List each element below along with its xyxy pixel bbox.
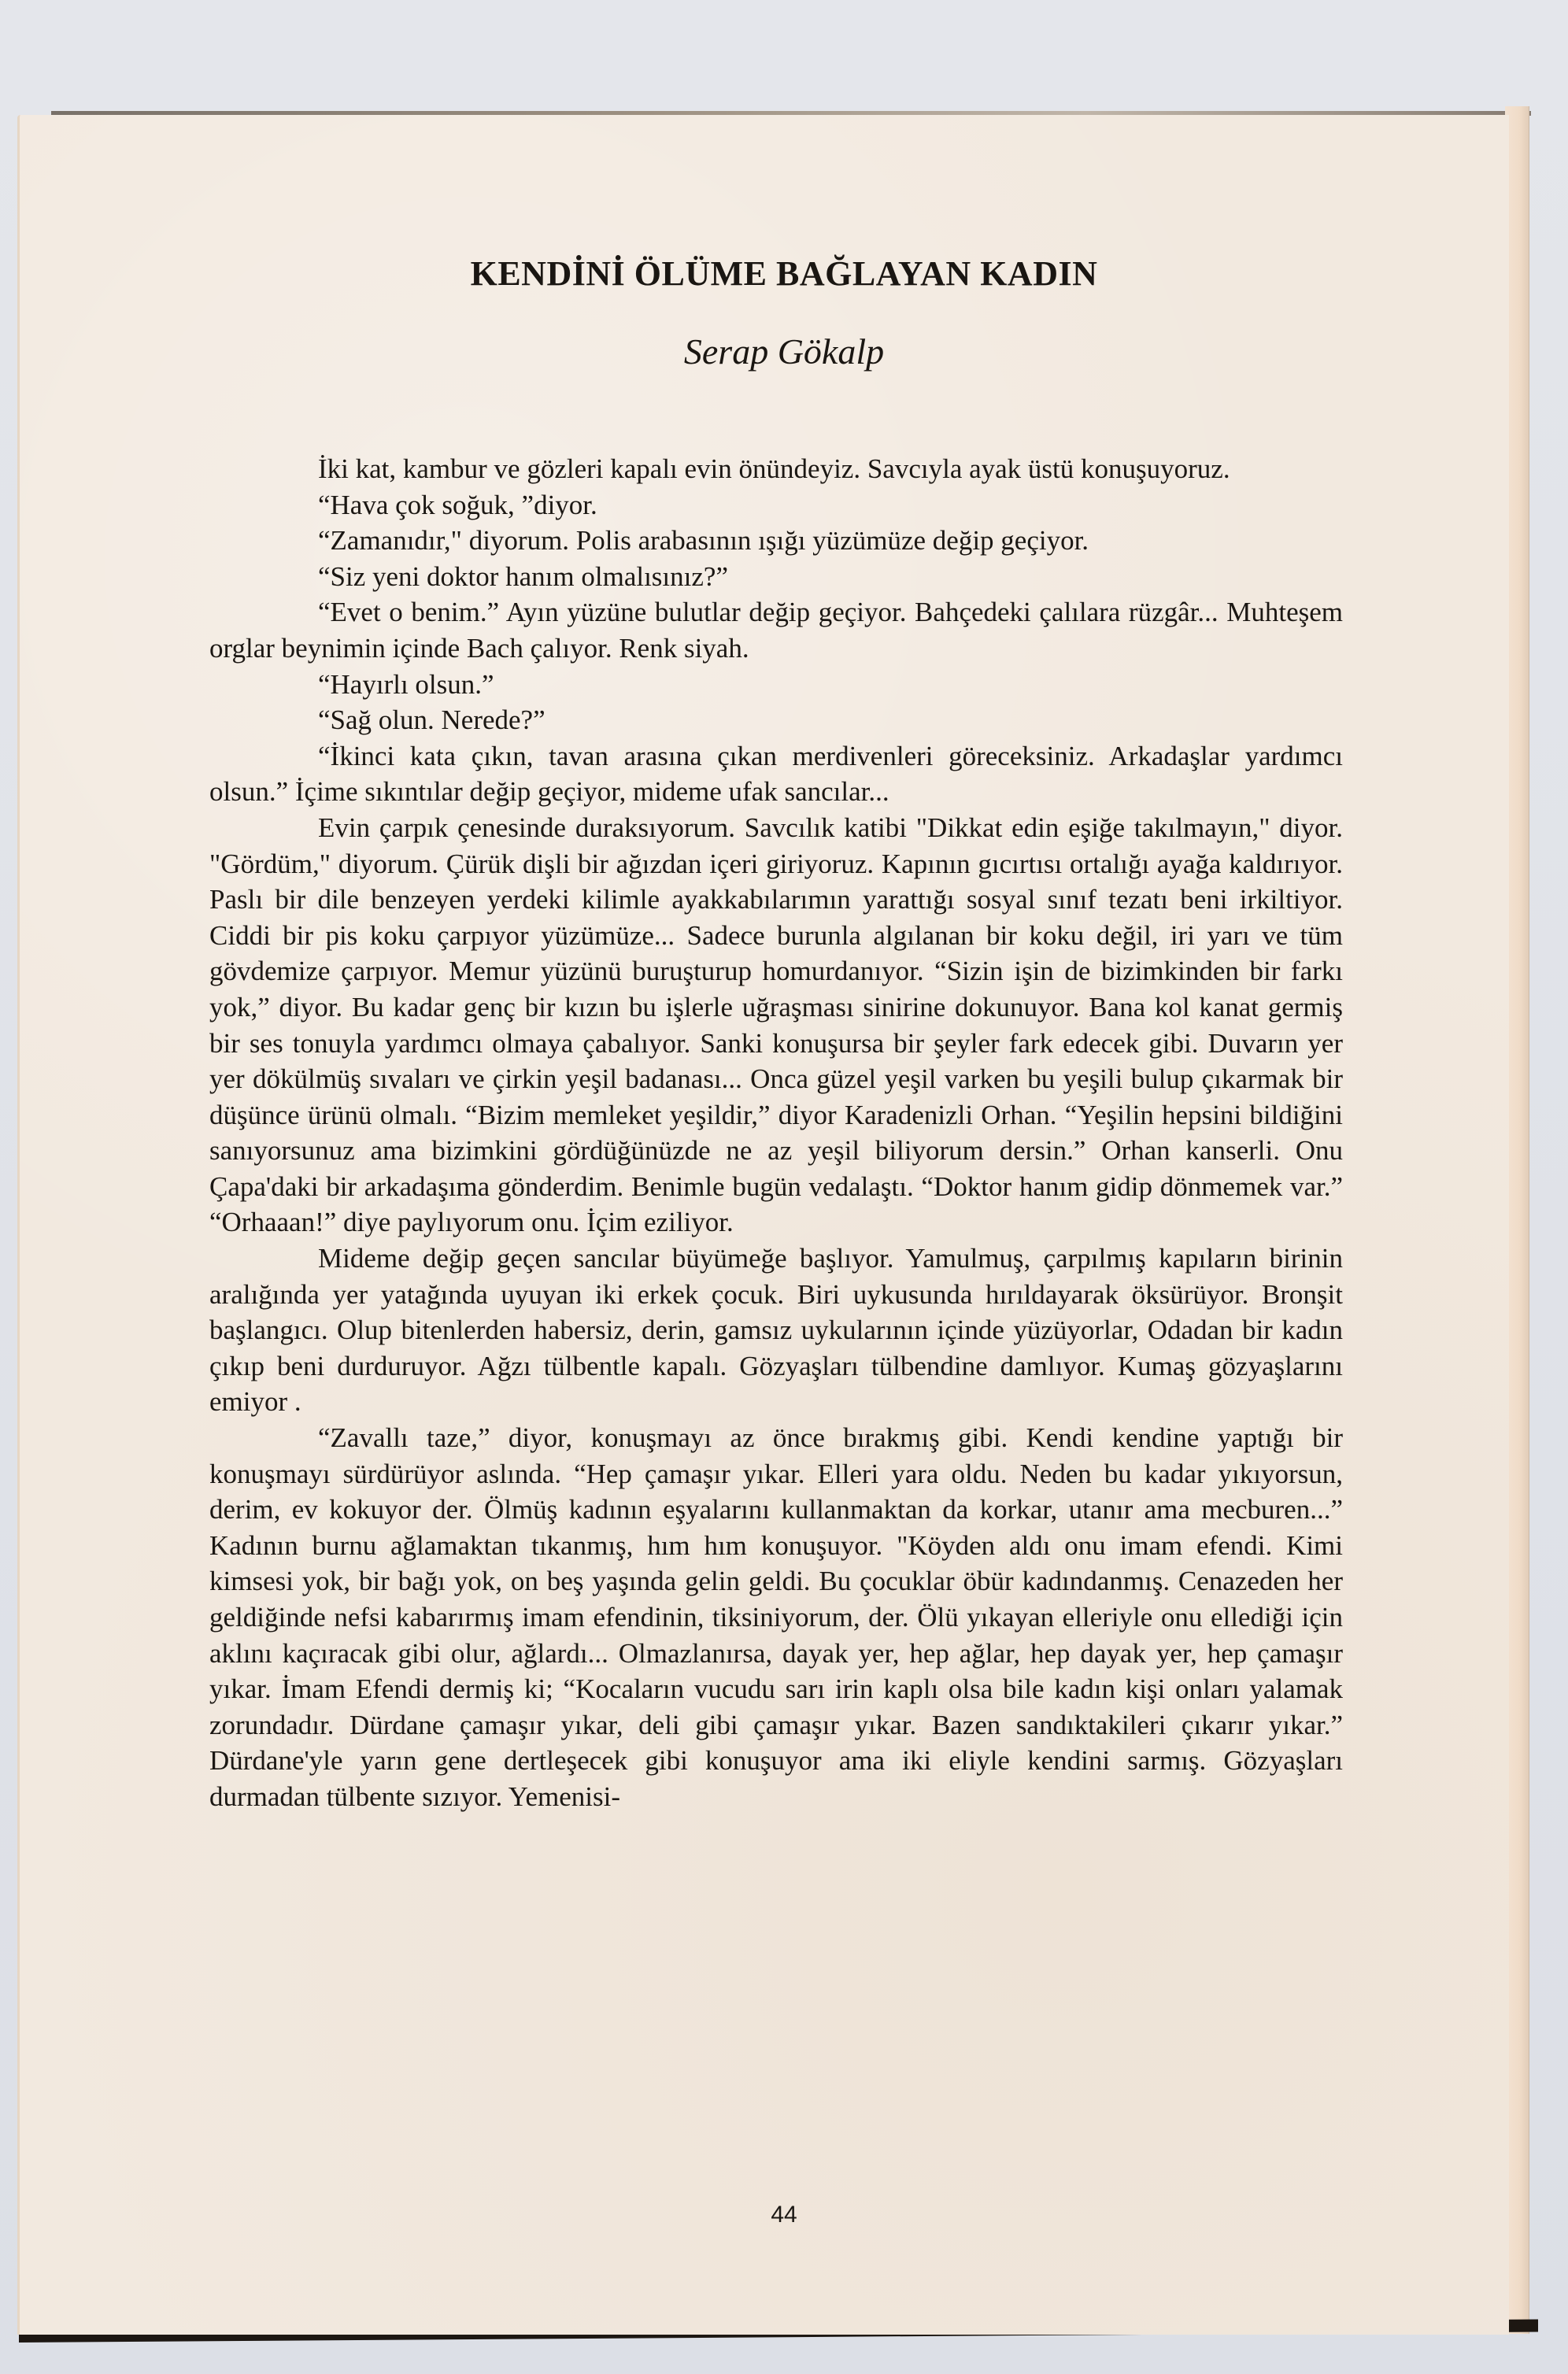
paragraph: “Hayırlı olsun.” — [318, 668, 494, 700]
paragraph: “Siz yeni doktor hanım olmalısınız?” — [318, 560, 728, 592]
paragraph: “Zavallı taze,” diyor, konuşmayı az önce bırakmış gibi. Kendi kendine yaptığı bir konuşmayı sürdürüyor aslında. “Hep çamaşır yıkar. Elleri yara oldu. Neden bu kadar yıkıyorsun, derim, ev kokuyor der. Ölmüş kadının eşyalarını kullanmaktan da korkar, utanır ama mecburen...” Kadının burnu ağlamaktan tıkanmış, hım hım konuşuyor. "Köyden aldı onu imam efendi. Kimi kimsesi yok, bir bağı yok, on beş yaşında gelin geldi. Bu çocuklar öbür kadındanmış. Cenazeden her geldiğinde nefsi kabarırmış imam efendinin, tiksiniyorum, der. Ölü yıkayan elleriyle onu ellediği için aklını kaçıracak gibi olur, ağlardı... Olmazlanırsa, dayak yer, hep ağlar, hep dayak yer, hep çamaşır yıkar. İmam Efendi dermiş ki; “Kocaların vucudu sarı irin kaplı olsa bile kadın kişi onları yalamak zorundadır. Dürdane çamaşır yıkar, deli gibi çamaşır yıkar. Bazen sandıktakileri çıkarır yıkar.” Dürdane'yle yarın gene dertleşecek gibi konuşuyor ama iki eliyle kendini sarmış. Gözyaşları durmadan tülbente sızıyor. Yemenisi- — [209, 1422, 1343, 1812]
story-author: Serap Gökalp — [683, 331, 885, 372]
paragraph: İki kat, kambur ve gözleri kapalı evin önündeyiz. Savcıyla ayak üstü konuşuyoruz. — [318, 453, 1230, 484]
paragraph: “Hava çok soğuk, ”diyor. — [318, 489, 597, 520]
paragraph: “Sağ olun. Nerede?” — [318, 704, 545, 736]
paragraph: “Evet o benim.” Ayın yüzüne bulutlar değip geçiyor. Bahçedeki çalılara rüzgâr... Muhteşem orglar beynimin içinde Bach çalıyor. Renk siyah. — [209, 597, 1343, 664]
story-title: KENDİNİ ÖLÜME BAĞLAYAN KADIN — [470, 254, 1098, 293]
paragraph: Evin çarpık çenesinde duraksıyorum. Savcılık katibi "Dikkat edin eşiğe takılmayın," diyor. "Gördüm," diyorum. Çürük dişli bir ağızdan içeri giriyoruz. Kapının gıcırtısı ortalığı ayağa kaldırıyor. Paslı bir dile benzeyen yerdeki kilimle ayakkabılarımın yarattığı sosyal sınıf tezatı beni irkiltiyor. Ciddi bir pis koku çarpıyor yüzümüze... Sadece burunla algılanan bir koku değil, iri yarı ve tüm gövdemize çarpıyor. Memur yüzünü buruşturup homurdanıyor. “Sizin işin de bizimkinden bir farkı yok,” diyor. Bu kadar genç bir kızın bu işlerle uğraşması sinirine dokunuyor. Bana kol kanat germiş bir ses tonuyla yardımcı olmaya çabalıyor. Sanki konuşursa bir şeyler fark edecek gibi. Duvarın yer yer dökülmüş sıvaları ve çirkin yeşil badanası... Onca güzel yeşil varken bu yeşili bulup çıkarmak bir düşünce ürünü olmalı. “Bizim memleket yeşildir,” diyor Karadenizli Orhan. “Yeşilin hepsini bildiğini sanıyorsunuz ama bizimkini gördüğünüzde ne az yeşil biliyorum dersin.” Orhan kanserli. Onu Çapa'daki bir arkadaşıma gönderdim. Benimle bugün vedalaştı. “Doktor hanım gidip dönmemek var.” “Orhaaan!” diye paylıyorum onu. İçim eziliyor. — [209, 812, 1343, 1238]
paragraph: Mideme değip geçen sancılar büyümeğe başlıyor. Yamulmuş, çarpılmış kapıların birinin aralığında yer yatağında uyuyan iki erkek çocuk. Biri uykusunda hırıldayarak öksürüyor. Bronşit başlangıcı. Olup bitenlerden habersiz, derin, gamsız uykularının içinde yüzüyorlar, Odadan bir kadın çıkıp beni durduruyor. Ağzı tülbentle kapalı. Gözyaşları tülbendine damlıyor. Kumaş gözyaşlarını emiyor . — [209, 1243, 1343, 1418]
story-body — [209, 451, 1343, 1815]
paragraph: “Zamanıdır," diyorum. Polis arabasının ışığı yüzümüze değip geçiyor. — [318, 525, 1089, 557]
paragraph: “İkinci kata çıkın, tavan arasına çıkan merdivenleri göreceksiniz. Arkadaşlar yardımcı olsun.” İçime sıkıntılar değip geçiyor, mideme ufak sancılar... — [209, 740, 1343, 808]
page-number: 44 — [771, 2202, 797, 2228]
